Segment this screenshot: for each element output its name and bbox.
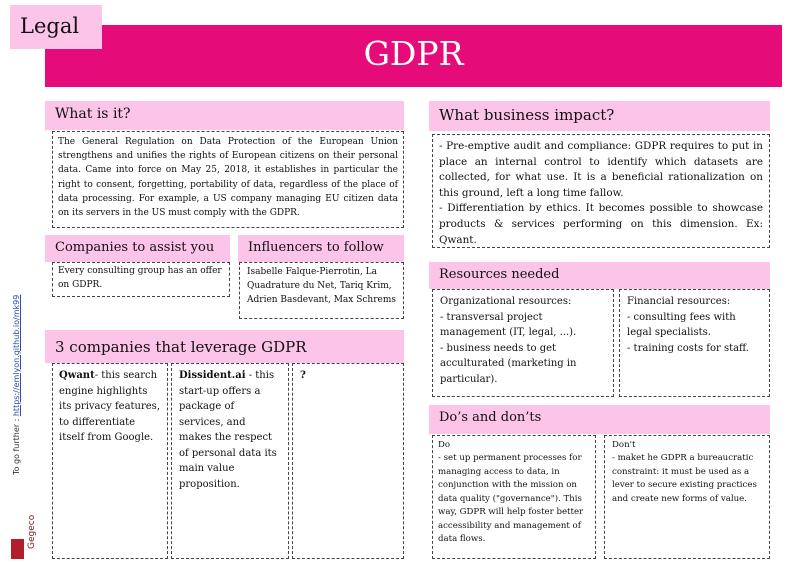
page-title: GDPR bbox=[45, 25, 782, 87]
business-impact-text bbox=[432, 134, 770, 248]
further-reading-link[interactable] bbox=[12, 295, 21, 475]
leverage-item-dissident bbox=[171, 363, 289, 559]
business-impact-point: - Differentiation by ethics. It becomes possible to showcase products & services performing on this dimension. Ex: Qwant. bbox=[439, 202, 763, 246]
what-is-it-text: The General Regulation on Data Protection of the European Union strengthens and unifies the rights of European citizens on their personal data. Came into force on May 25, 2018, it establishes in particular the right to consent, forgetting, portability of data, regardless of the place of data processing. For example, a US company managing EU citizen data on its servers in the US must comply with the GDPR. bbox=[52, 131, 404, 228]
organizational-resources: Organizational resources: - transversal project management (IT, legal, ...). - business needs to get acculturated (marketing in particular). bbox=[432, 289, 614, 397]
business-impact-point: - Pre-emptive audit and compliance: GDPR requires to put in place an internal control to identify which datasets are collected, for what use. It is a beneficial rationalization on this ground, left a long time fallow. bbox=[439, 140, 763, 199]
financial-resources: Financial resources: - consulting fees with legal specialists. - training costs for staff. bbox=[619, 289, 770, 397]
company-description: - this search engine highlights its privacy features, to differentiate itself from Google. bbox=[59, 370, 160, 443]
company-name: Qwant bbox=[59, 370, 95, 381]
sidebar bbox=[3, 270, 45, 560]
influencers-text: Isabelle Falque-Pierrotin, La Quadrature du Net, Tariq Krim, Adrien Basdevant, Max Schrems bbox=[239, 262, 404, 319]
dos-text: Do - set up permanent processes for managing access to data, in conjunction with the mission on data quality ("governance"). This way, GDPR will help foster better accessibility and management of data flows. bbox=[432, 435, 596, 559]
company-description: - this start-up offers a package of services, and makes the respect of personal data its main value proposition. bbox=[179, 370, 277, 490]
logo-mark bbox=[11, 539, 24, 559]
companies-assist-text: Every consulting group has an offer on GDPR. bbox=[52, 262, 230, 297]
leverage-item-qwant bbox=[52, 363, 168, 559]
link-prefix: To go further : bbox=[12, 416, 21, 475]
legal-tag: Legal bbox=[10, 5, 102, 49]
link-url[interactable]: https://emlyon.github.io/mk99 bbox=[12, 294, 21, 417]
section-title-dos-donts: Do’s and don’ts bbox=[429, 405, 770, 434]
section-title-influencers: Influencers to follow bbox=[238, 235, 404, 262]
section-title-what-is-it: What is it? bbox=[45, 101, 404, 130]
logo-wordmark: Gegeco bbox=[27, 514, 37, 549]
school-logo bbox=[11, 485, 37, 559]
section-title-companies-assist: Companies to assist you bbox=[45, 235, 230, 262]
leverage-item-unknown bbox=[292, 363, 404, 559]
section-title-business-impact: What business impact? bbox=[429, 101, 770, 131]
donts-text: Don't - maket he GDPR a bureaucratic constraint: it must be used as a lever to secure existing practices and create new forms of value. bbox=[604, 435, 770, 559]
company-name: ? bbox=[300, 370, 306, 381]
section-title-leverage: 3 companies that leverage GDPR bbox=[45, 330, 404, 363]
company-name: Dissident.ai bbox=[179, 370, 246, 381]
section-title-resources: Resources needed bbox=[429, 262, 770, 289]
